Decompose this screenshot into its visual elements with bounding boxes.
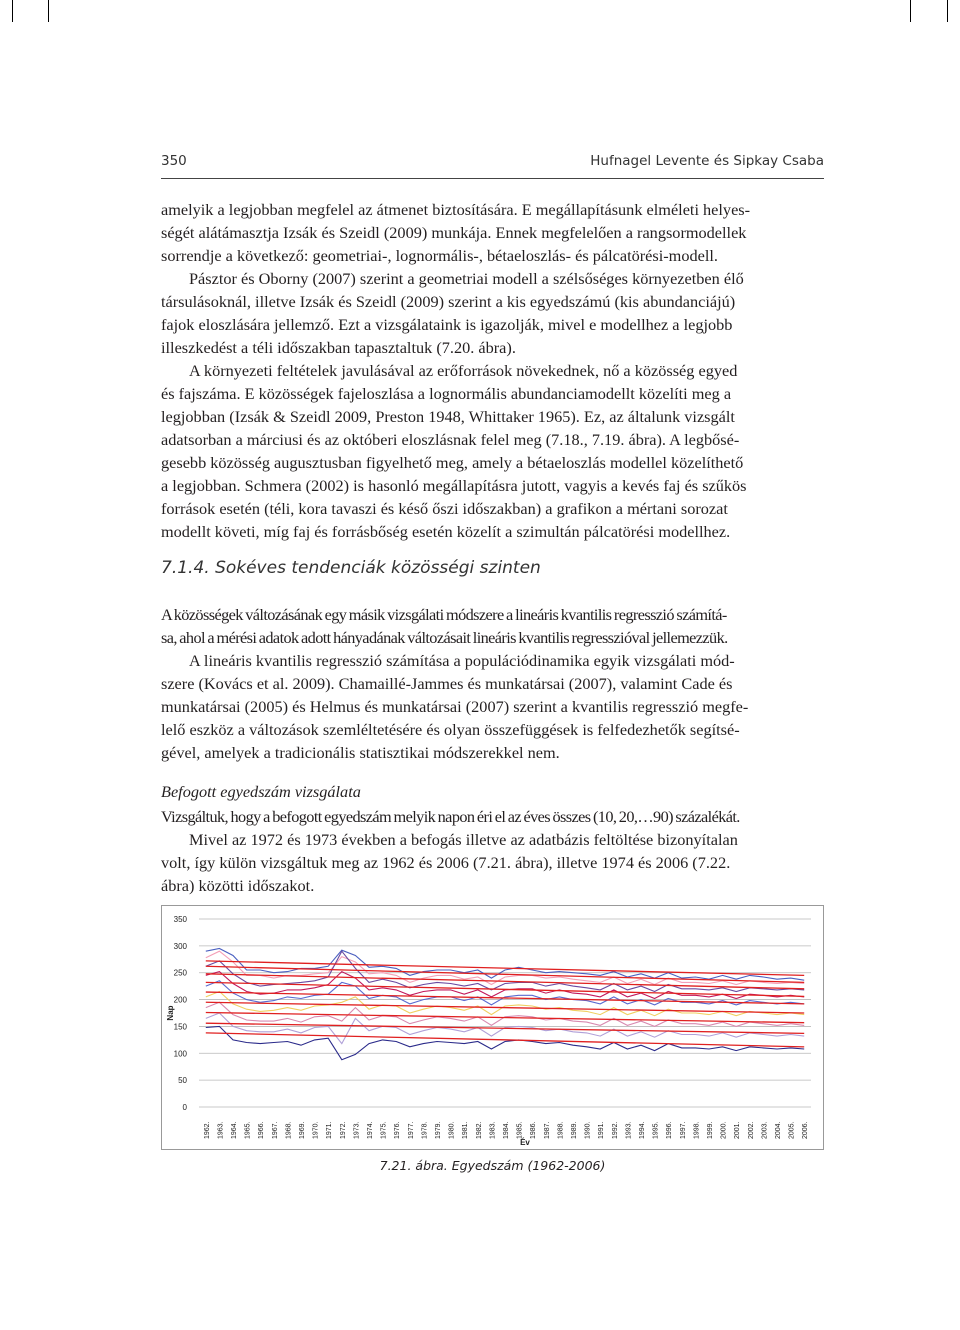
x-tick-label: 1981. xyxy=(462,1121,470,1139)
x-tick-label: 1976. xyxy=(394,1121,402,1139)
y-tick-label: 300 xyxy=(173,941,187,951)
x-tick-label: 1979. xyxy=(435,1121,442,1139)
x-tick-label: 1992. xyxy=(611,1121,619,1139)
body-paragraphs-2 xyxy=(161,603,824,764)
crop-mark xyxy=(12,0,13,22)
x-tick-label: 1964. xyxy=(231,1121,238,1139)
text-line: modellt követi, míg faj és forrásbőség esetén közelít a szimultán pálcatörési modellhez. xyxy=(161,522,731,541)
x-tick-label: 2000. xyxy=(720,1121,728,1139)
text-line: ségét alátámasztja Izsák és Szeidl (2009) munkája. Ennek megfelelően a rangsormodellek xyxy=(161,223,747,242)
text-line: legjobban (Izsák & Szeidl 2009, Preston 1948, Whittaker 1965). Ez, az általunk vizsgált xyxy=(161,407,735,426)
y-tick-label: 350 xyxy=(173,915,187,924)
x-tick-label: 1987. xyxy=(543,1121,551,1139)
paragraph-3 xyxy=(161,359,824,543)
x-tick-label: 1991. xyxy=(598,1121,606,1139)
text-line: ábra) közötti időszakot. xyxy=(161,876,315,895)
paragraph-6 xyxy=(161,805,824,828)
body-paragraphs xyxy=(161,198,824,543)
x-tick-label: 1971. xyxy=(326,1121,334,1139)
figure-caption: 7.21. ábra. Egyedszám (1962-2006) xyxy=(379,1158,606,1173)
x-tick-label: 2005. xyxy=(788,1121,796,1139)
text-line: amelyik a legjobban megfelel az átmenet biztosítására. E megállapításunk elméleti helyes- xyxy=(161,200,751,219)
text-line: Mivel az 1972 és 1973 években a befogás illetve az adatbázis feltöltése bizonyítalan xyxy=(189,830,738,849)
x-tick-label: 1988. xyxy=(557,1121,565,1139)
paragraph-1 xyxy=(161,198,824,267)
x-tick-label: 2003. xyxy=(761,1121,769,1139)
text-line: gesebb közösség augusztusban figyelhető meg, amely a bétaeloszlás modellel közelíthető xyxy=(161,453,744,472)
x-tick-label: 1968. xyxy=(285,1121,293,1139)
x-tick-label: 1996. xyxy=(666,1121,674,1139)
text-line: a legjobban. Schmera (2002) is hasonló megállapításra jutott, vagyis a kevés faj és szűkös xyxy=(161,476,747,495)
paragraph-5 xyxy=(161,649,824,764)
text-line: lelő eszköz a változások szemléltetésére és olyan összefüggések is felfedezhetők segítsé- xyxy=(161,720,740,739)
y-tick-label: 0 xyxy=(182,1103,187,1112)
subsection-title: Befogott egyedszám vizsgálata xyxy=(161,782,361,801)
x-tick-label: 1970. xyxy=(312,1121,320,1139)
header-authors: Hufnagel Levente és Sipkay Csaba xyxy=(590,153,824,169)
text-line: fajok eloszlására jellemző. Ezt a vizsgálataink is igazolják, mivel e modellhez a legjobb xyxy=(161,315,733,334)
x-tick-label: 1994. xyxy=(639,1121,646,1139)
text-line: és fajszáma. E közösségek fajeloszlása a lognormális abundanciamodellt közelíti meg a xyxy=(161,384,732,403)
x-tick-label: 2001. xyxy=(734,1121,742,1139)
x-tick-label: 2006. xyxy=(802,1121,810,1139)
x-tick-label: 1995. xyxy=(652,1121,660,1139)
body-paragraphs-3 xyxy=(161,805,824,897)
page-number: 350 xyxy=(161,153,187,169)
x-tick-label: 1973. xyxy=(353,1121,361,1139)
x-tick-label: 1999. xyxy=(707,1121,714,1139)
x-tick-label: 1989. xyxy=(571,1121,578,1139)
text-line: munkatársai (2005) és Helmus és munkatársai (2007) szerint a kvantilis regresszió megfe- xyxy=(161,697,749,716)
x-tick-label: 1962. xyxy=(203,1121,211,1139)
text-line: A lineáris kvantilis regresszió számítása a populációdinamika egyik vizsgálati mód- xyxy=(189,651,735,670)
x-tick-label: 2004. xyxy=(775,1121,782,1139)
running-header xyxy=(161,153,824,169)
x-tick-label: 1965. xyxy=(244,1121,252,1139)
x-tick-label: 1997. xyxy=(679,1121,687,1139)
figure-7-21-chart xyxy=(161,905,824,1150)
text-line: Pásztor és Oborny (2007) szerint a geometriai modell a szélsőséges környezetben élő xyxy=(189,269,744,288)
x-tick-label: 1967. xyxy=(271,1121,279,1139)
x-tick-label: 1963. xyxy=(217,1121,225,1139)
paragraph-4 xyxy=(161,603,824,649)
x-tick-label: 1969. xyxy=(299,1121,306,1139)
paragraph-2 xyxy=(161,267,824,359)
text-line: források esetén (téli, kora tavaszi és késő őszi időszakban) a grafikon a mértani sorozat xyxy=(161,499,728,518)
x-tick-label: 1966. xyxy=(258,1121,266,1139)
text-line: sorrendje a következő: geometriai-, lognormális-, bétaeloszlás- és pálcatörési-modell. xyxy=(161,246,718,265)
x-tick-label: 1986. xyxy=(530,1121,538,1139)
y-tick-label: 200 xyxy=(173,995,187,1005)
x-tick-label: 1974. xyxy=(367,1121,374,1139)
x-tick-label: 1982. xyxy=(475,1121,483,1139)
x-tick-label: 1985. xyxy=(516,1121,524,1139)
text-line: adatsorban a márciusi és az októberi eloszlásnak felel meg (7.18., 7.19. ábra). A legbősé- xyxy=(161,430,740,449)
x-tick-label: 1972. xyxy=(339,1121,347,1139)
y-tick-label: 50 xyxy=(178,1076,187,1086)
text-line: A környezeti feltételek javulásával az erőforrások növekednek, nő a közösség egyed xyxy=(189,361,738,380)
y-axis-label: Nap xyxy=(166,1005,175,1021)
x-tick-label: 1977. xyxy=(407,1121,415,1139)
crop-mark xyxy=(910,0,911,22)
section-title: 7.1.4. Sokéves tendenciák közösségi szinten xyxy=(161,558,541,578)
crop-mark xyxy=(48,0,49,22)
x-tick-label: 1978. xyxy=(421,1121,429,1139)
text-line: társulásoknál, illetve Izsák és Szeidl (2009) szerint a kis egyedszámú (kis abundanciájú) xyxy=(161,292,736,311)
text-line: illeszkedést a téli időszakban tapasztaltuk (7.20. ábra). xyxy=(161,338,516,357)
text-line: szere (Kovács et al. 2009). Chamaillé-Jammes és munkatársai (2007), valamint Cade és xyxy=(161,674,733,693)
y-tick-label: 150 xyxy=(173,1022,187,1032)
crop-mark xyxy=(947,0,948,22)
x-tick-label: 1984. xyxy=(503,1121,510,1139)
x-tick-label: 1975. xyxy=(380,1121,388,1139)
text-line: sa, ahol a mérési adatok adott hányadának változásait lineáris kvantilis regresszióval jellemezzük. xyxy=(161,628,728,647)
header-rule xyxy=(161,178,824,179)
text-line: volt, így külön vizsgáltuk meg az 1962 és 2006 (7.21. ábra), illetve 1974 és 2006 (7.22. xyxy=(161,853,731,872)
x-tick-label: 1983. xyxy=(489,1121,497,1139)
text-line: gével, amelyek a tradicionális statisztikai módszerekkel nem. xyxy=(161,743,560,762)
x-tick-label: 1980. xyxy=(448,1121,456,1139)
x-tick-label: 1990. xyxy=(584,1121,592,1139)
x-axis-label: Év xyxy=(520,1138,530,1147)
y-tick-label: 100 xyxy=(173,1049,187,1059)
text-line: Vizsgáltuk, hogy a befogott egyedszám melyik napon éri el az éves összes (10, 20,…90) százalékát. xyxy=(161,807,740,826)
y-tick-label: 250 xyxy=(173,968,187,978)
x-tick-label: 2002. xyxy=(747,1121,755,1139)
text-line: A közösségek változásának egy másik vizsgálati módszere a lineáris kvantilis regresszió számítá- xyxy=(161,605,727,624)
x-tick-label: 1993. xyxy=(625,1121,633,1139)
paragraph-7 xyxy=(161,828,824,897)
x-tick-label: 1998. xyxy=(693,1121,701,1139)
